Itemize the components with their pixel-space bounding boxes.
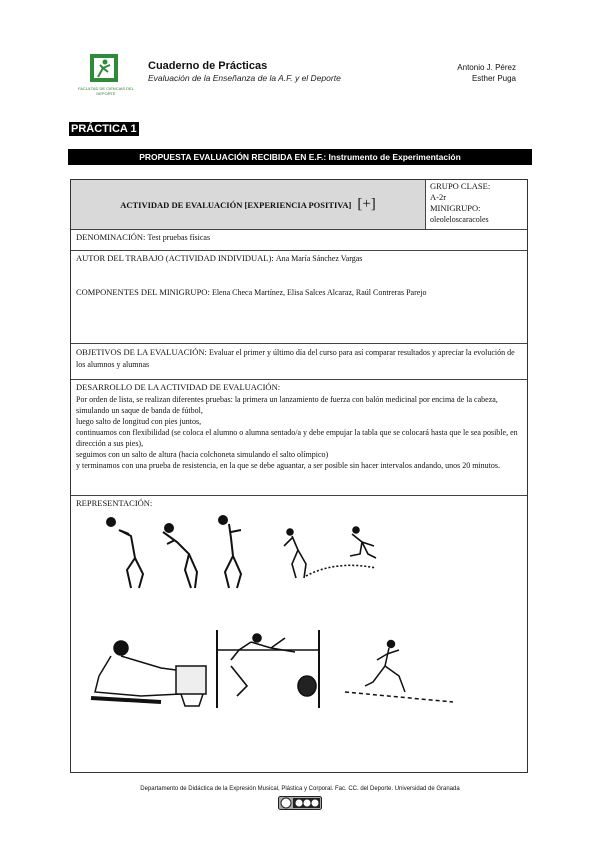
evaluation-form: [70, 179, 528, 773]
components-label: COMPONENTES DEL MINIGRUPO:: [76, 287, 210, 297]
header-title: Cuaderno de Prácticas: [148, 60, 268, 72]
header-subtitle: Evaluación de la Enseñanza de la A.F. y el Deporte: [148, 73, 341, 83]
header-author-1: Antonio J. Pérez: [457, 63, 516, 72]
components-value: Elena Checa Martínez, Elisa Salces Alcaraz, Raúl Contreras Parejo: [211, 288, 427, 297]
denomination-label: DENOMINACIÓN:: [76, 232, 146, 242]
denomination-value: Test pruebas físicas: [147, 233, 211, 242]
flexibility-test-illustration: [81, 636, 211, 711]
author-value: Ana María Sánchez Vargas: [275, 254, 363, 263]
development-line-5: y terminamos con una prueba de resistencia, en la que se debe aguantar, a ser posible sin hacer intervalos andando, unos 20 minutos.: [76, 460, 500, 470]
development-row: [71, 380, 527, 496]
creative-commons-icon: [278, 796, 322, 810]
representation-label: REPRESENTACIÓN:: [76, 498, 153, 508]
development-label: DESARROLLO DE LA ACTIVIDAD DE EVALUACIÓN:: [76, 382, 281, 392]
header-author-2: Esther Puga: [471, 74, 516, 83]
minigroup-label: MINIGRUPO:: [430, 203, 481, 213]
objectives-value: Evaluar el primer y último día del curso para así comparar resultados y apreciar la evolución de los alumnos y alumnas: [76, 348, 515, 369]
author-label: AUTOR DEL TRABAJO (ACTIVIDAD INDIVIDUAL):: [76, 253, 274, 263]
group-value: A-2r: [430, 192, 447, 202]
footer-text: Departamento de Didáctica de la Expresión Musical, Plástica y Corporal. Fac. CC. del Deporte. Universidad de Granada: [140, 786, 460, 792]
long-jump-illustration: [276, 524, 386, 584]
activity-plus: [+]: [357, 196, 376, 212]
minigroup-value: oleoleloscaracoles: [430, 215, 489, 224]
high-jump-illustration: [211, 626, 331, 711]
author-row: [71, 251, 527, 344]
activity-title: ACTIVIDAD DE EVALUACIÓN [EXPERIENCIA POSITIVA]: [120, 199, 352, 210]
practice-label: PRÁCTICA 1: [71, 123, 137, 135]
development-line-1: Por orden de lista, se realizan diferentes pruebas: la primera un lanzamiento de fuerza con balón medicinal por encima de la cabeza, simulando un saque de banda de fútbol,: [76, 394, 498, 415]
logo-caption: FACULTAD DE CIENCIAS DEL DEPORTE: [78, 86, 134, 96]
group-label: GRUPO CLASE:: [430, 181, 491, 191]
endurance-run-illustration: [341, 636, 461, 706]
group-cell: [427, 181, 530, 225]
denomination-row: [71, 230, 527, 251]
development-line-2: luego salto de longitud con pies juntos,: [76, 416, 202, 426]
medicine-ball-throw-illustration: [91, 514, 251, 594]
objectives-row: [71, 344, 527, 380]
objectives-label: OBJETIVOS DE LA EVALUACIÓN:: [76, 347, 207, 357]
development-line-4: seguimos con un salto de altura (hacia colchoneta simulando el salto olímpico): [76, 449, 329, 459]
section-banner: PROPUESTA EVALUACIÓN RECIBIDA EN E.F.: Instrumento de Experimentación: [68, 149, 532, 165]
activity-title-cell: [71, 180, 426, 229]
representation-row: [71, 496, 527, 772]
activity-row: [71, 180, 527, 230]
development-line-3: continuamos con flexibilidad (se coloca el alumno o alumna sentado/a y debe empujar la tabla que se colocará hasta que le sea posible, en dirección a sus pies),: [76, 427, 518, 448]
